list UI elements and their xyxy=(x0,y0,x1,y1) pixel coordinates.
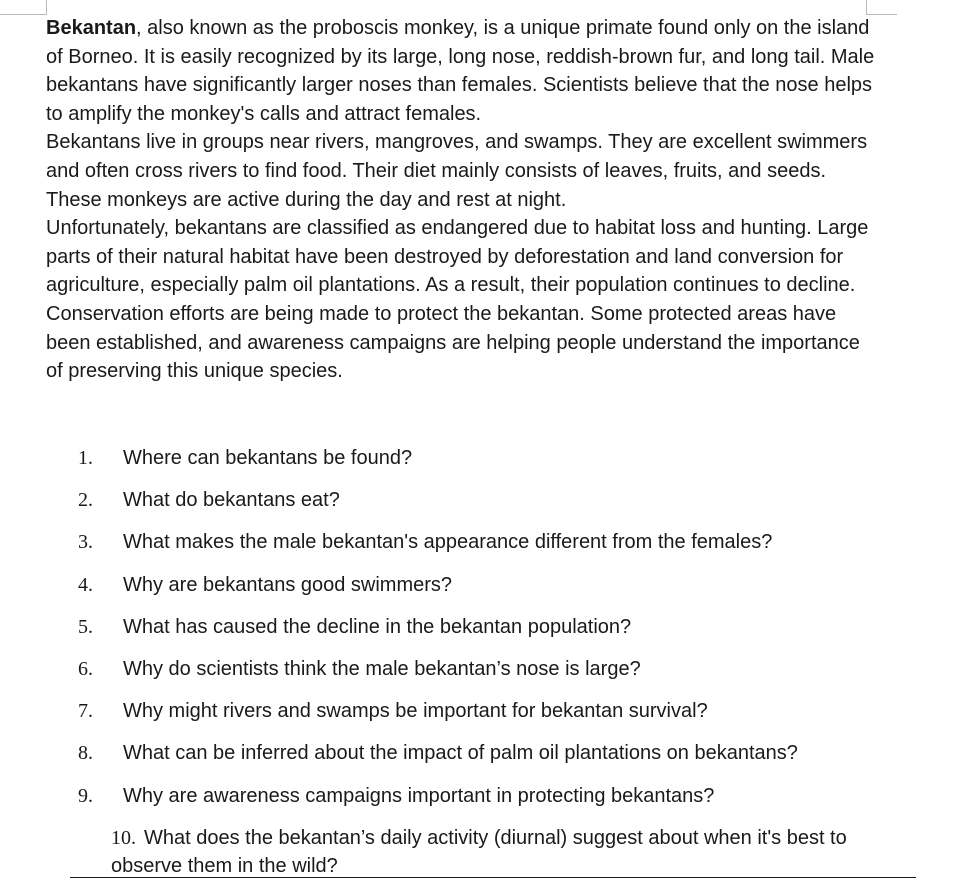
bottom-divider xyxy=(70,877,916,878)
passage-paragraph-1-text: , also known as the proboscis monkey, is a unique primate found only on the island of Borneo. It is easily recognized by its large, long nose, reddish-brown fur, and long tail. Male bekantans have significantly larger noses than females. Scientists believe that the nose helps to amplify the monkey's calls and attract females. xyxy=(46,17,875,125)
question-item xyxy=(78,782,878,824)
question-item xyxy=(78,655,878,697)
passage-paragraph-1 xyxy=(46,14,876,128)
page-corner-mark-right xyxy=(866,0,897,15)
question-text: What has caused the decline in the bekantan population? xyxy=(123,615,632,638)
question-item xyxy=(78,824,878,881)
question-item xyxy=(78,739,878,781)
question-number: 10. xyxy=(111,826,136,849)
question-text: What can be inferred about the impact of palm oil plantations on bekantans? xyxy=(123,742,798,765)
question-text: Why are bekantans good swimmers? xyxy=(123,573,453,596)
question-text: Why might rivers and swamps be important for bekantan survival? xyxy=(123,700,708,723)
question-number: 5. xyxy=(78,615,93,638)
question-number: 7. xyxy=(78,700,93,723)
question-text: What does the bekantan’s daily activity (diurnal) suggest about when it's best to observe them in the wild? xyxy=(111,826,847,878)
question-item xyxy=(78,613,878,655)
passage-lead-word: Bekantan xyxy=(46,17,137,39)
page-corner-mark-left xyxy=(0,0,47,15)
passage-paragraph-2: Bekantans live in groups near rivers, mangroves, and swamps. They are excellent swimmers and often cross rivers to find food. Their diet mainly consists of leaves, fruits, and seeds. These monkeys are active during the day and rest at night. xyxy=(46,131,868,211)
question-number: 6. xyxy=(78,657,93,680)
passage-paragraph-4: Conservation efforts are being made to protect the bekantan. Some protected areas have been established, and awareness campaigns are helping people understand the importance of preserving this unique species. xyxy=(46,302,860,383)
passage-paragraph-3: Unfortunately, bekantans are classified as endangered due to habitat loss and hunting. Large parts of their natural habitat have been destroyed by deforestation and land conversion for agriculture, especially palm oil plantations. As a result, their population continues to decline. xyxy=(46,217,869,297)
reading-passage xyxy=(46,14,876,386)
question-number: 1. xyxy=(78,447,93,469)
question-item xyxy=(78,486,878,528)
question-number: 8. xyxy=(78,742,93,765)
question-item xyxy=(78,571,878,613)
question-text: What do bekantans eat? xyxy=(123,489,340,512)
question-number: 4. xyxy=(78,573,93,596)
question-number: 2. xyxy=(78,489,93,512)
question-number: 3. xyxy=(78,531,93,554)
question-text: Why are awareness campaigns important in protecting bekantans? xyxy=(123,784,715,807)
question-text: What makes the male bekantan's appearance different from the females? xyxy=(123,531,773,554)
question-number: 9. xyxy=(78,784,93,807)
question-text: Where can bekantans be found? xyxy=(123,447,413,469)
question-item xyxy=(78,697,878,739)
question-text: Why do scientists think the male bekantan’s nose is large? xyxy=(123,657,641,680)
question-item xyxy=(78,528,878,570)
question-list xyxy=(78,444,878,881)
question-item xyxy=(78,444,878,486)
